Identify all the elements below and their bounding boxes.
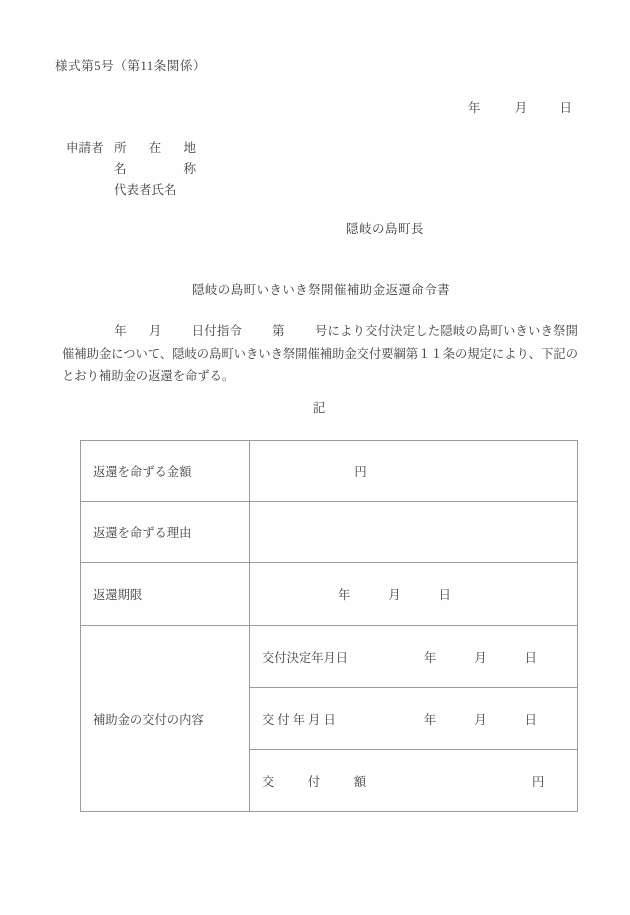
label-return-deadline: 返還期限 (81, 563, 250, 626)
body-year-label: 年 (114, 324, 127, 338)
table-row-return-reason (81, 502, 578, 563)
value-return-deadline (250, 563, 578, 626)
table-row-return-amount (81, 441, 578, 502)
value-grant-decision-date (250, 626, 578, 688)
grant-decision-month-label: 月 (474, 650, 487, 665)
applicant-field-name: 名 称 (114, 162, 196, 176)
return-order-table (80, 440, 578, 812)
applicant-block (66, 138, 196, 201)
date-day-label: 日 (559, 101, 572, 115)
label-grant-content: 補助金の交付の内容 (81, 626, 250, 812)
grant-year-label: 年 (424, 712, 437, 727)
deadline-month-label: 月 (388, 588, 401, 602)
label-return-amount: 返還を命ずる金額 (81, 441, 250, 502)
grant-month-label: 月 (474, 712, 487, 727)
sublabel-grant-date: 交 付 年 月 日 (262, 712, 336, 727)
body-line1-rest: 号により交付決定した隠岐の島町いきいき祭開催補 (62, 324, 578, 361)
sublabel-grant-decision-date: 交付決定年月日 (262, 650, 349, 665)
applicant-row-address (66, 138, 196, 159)
form-number: 様式第5号（第11条関係） (55, 59, 207, 73)
grant-decision-year-label: 年 (424, 650, 437, 665)
deadline-date-slot (262, 588, 451, 602)
grant-decision-date-slot (424, 648, 537, 666)
applicant-field-address: 所 在 地 (114, 141, 196, 155)
date-month-label: 月 (514, 101, 528, 115)
date-year-label: 年 (467, 101, 481, 115)
deadline-day-label: 日 (438, 588, 451, 602)
applicant-field-representative: 代表者氏名 (114, 183, 177, 197)
sublabel-grant-amount: 交 付 額 (262, 774, 366, 789)
addressee: 隠岐の島町長 (346, 222, 425, 236)
applicant-row-name (66, 159, 196, 180)
table-row-return-deadline (81, 563, 578, 626)
deadline-year-label: 年 (338, 588, 351, 602)
body-line2: 助金について、隠岐の島町いきいき祭開催補助金交付要綱第１１条の規定により、下記のとおり補 (62, 346, 578, 383)
label-return-reason: 返還を命ずる理由 (81, 502, 250, 563)
body-order-label: 日付指令 (191, 324, 242, 338)
body-month-label: 月 (148, 324, 162, 338)
grant-decision-day-label: 日 (524, 650, 537, 665)
table-row-grant-decision-date (81, 626, 578, 688)
grant-date-slot (424, 710, 537, 728)
value-grant-amount (250, 750, 578, 812)
grant-amount-unit: 円 (532, 774, 545, 789)
document-date-line (0, 98, 572, 116)
page-title: 隠岐の島町いきいき祭開催補助金返還命令書 (191, 283, 450, 297)
body-paragraph (62, 320, 578, 388)
applicant-lead-label: 申請者 (66, 141, 104, 155)
value-return-amount-unit: 円 (250, 441, 578, 502)
grant-day-label: 日 (524, 712, 537, 727)
value-return-reason (250, 502, 578, 563)
body-number-prefix: 第 (271, 324, 285, 338)
ki-marker: 記 (312, 401, 326, 415)
value-grant-date (250, 688, 578, 750)
body-line3: 助金の返還を命ずる。 (111, 369, 235, 383)
applicant-row-representative (66, 180, 196, 201)
